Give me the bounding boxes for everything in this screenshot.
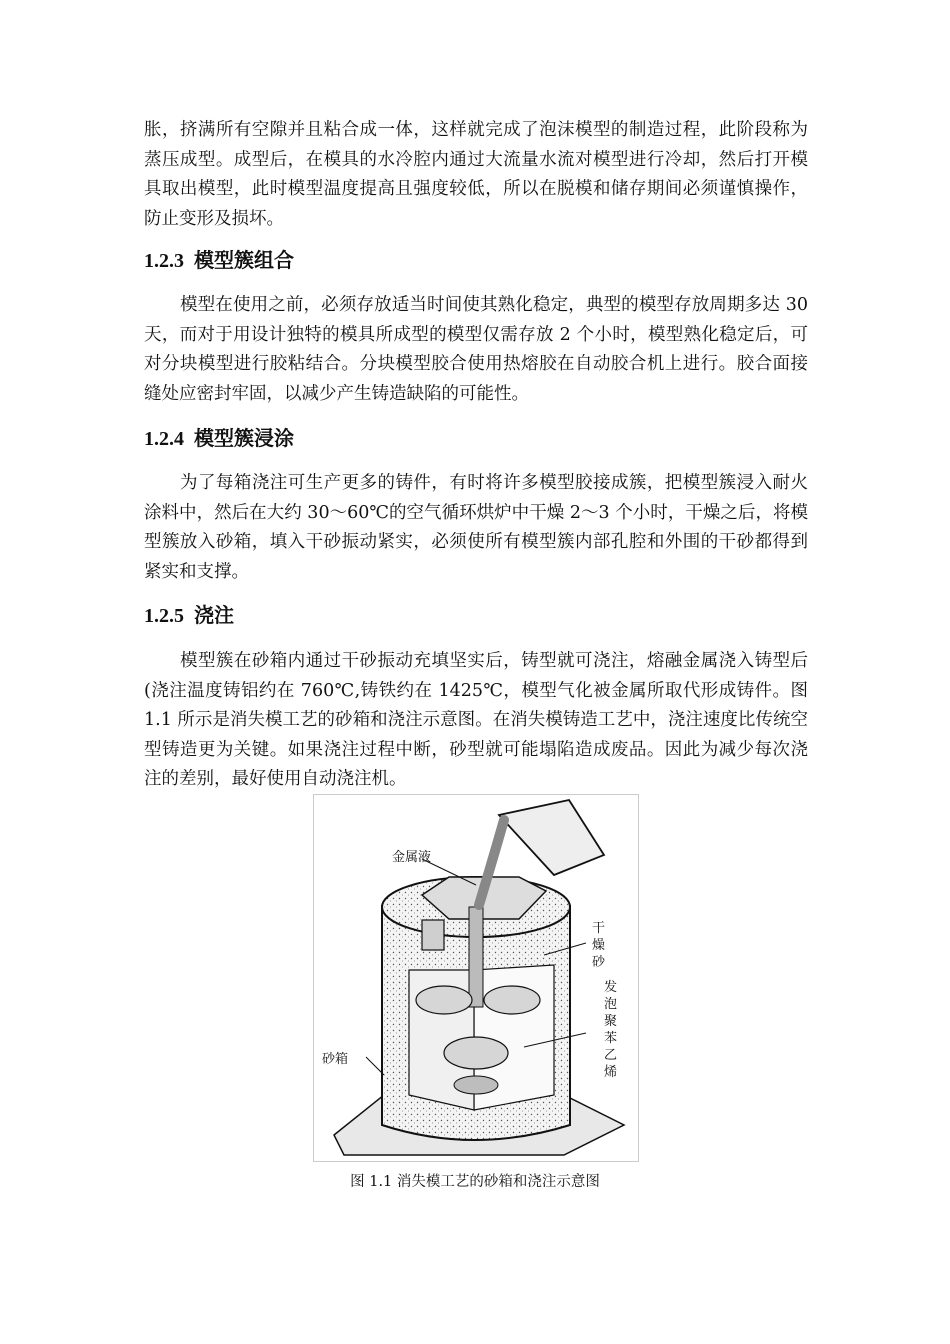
label-foam: 发 bbox=[604, 980, 618, 995]
paragraph-pouring: 模型簇在砂箱内通过干砂振动充填坚实后，铸型就可浇注，熔融金属浇入铸型后(浇注温度铸铝约在 760℃,铸铁约在 1425℃，模型气化被金属所取代形成铸件。图 1.1 所示是消失模工艺的砂箱和浇注示意图。在消失模铸造工艺中，浇注速度比传统空型铸造更为关键。如果浇注过程中断，砂型就可能塌陷造成废品。因此为减少每次浇注的差别，最好使用自动浇注机。 bbox=[144, 651, 808, 789]
section-number: 1.2.4 bbox=[144, 428, 184, 450]
section-title: 浇注 bbox=[194, 603, 234, 627]
label-foam: 烯 bbox=[604, 1065, 618, 1080]
label-foam: 乙 bbox=[604, 1048, 618, 1063]
figure-caption: 图 1.1 消失模工艺的砂箱和浇注示意图 bbox=[350, 1174, 600, 1190]
label-foam: 泡 bbox=[604, 997, 618, 1012]
label-sand-box: 砂箱 bbox=[322, 1052, 349, 1067]
label-dry-sand: 砂 bbox=[592, 955, 606, 970]
paragraph-cluster-assembly: 模型在使用之前，必须存放适当时间使其熟化稳定，典型的模型存放周期多达 30 天，而对于用设计独特的模具所成型的模型仅需存放 2 个小时，模型熟化稳定后，可对分块模型进行胶粘结合。分块模型胶合使用热熔胶在自动胶合机上进行。胶合面接缝处应密封牢固，以减少产生铸造缺陷的可能性。 bbox=[144, 295, 808, 404]
label-dry-sand: 干 bbox=[592, 921, 606, 936]
section-number: 1.2.5 bbox=[144, 605, 184, 627]
label-foam: 聚 bbox=[604, 1014, 618, 1029]
sprue bbox=[469, 907, 483, 1007]
sprue-block bbox=[422, 920, 444, 950]
label-foam: 苯 bbox=[604, 1031, 618, 1046]
label-metal: 金属液 bbox=[392, 850, 432, 865]
section-heading-1-2-3 bbox=[144, 244, 294, 273]
paragraph-intro: 胀，挤满所有空隙并且粘合成一体，这样就完成了泡沫模型的制造过程，此阶段称为蒸压成型。成型后，在模具的水冷腔内通过大流量水流对模型进行冷却，然后打开模具取出模型，此时模型温度提高且强度较低，所以在脱模和储存期间必须谨慎操作，防止变形及损坏。 bbox=[144, 120, 808, 229]
section-heading-1-2-5 bbox=[144, 599, 234, 628]
figure-sand-box-pouring bbox=[313, 794, 639, 1162]
section-number: 1.2.3 bbox=[144, 250, 184, 272]
section-heading-1-2-4 bbox=[144, 422, 294, 451]
paragraph-dip-coating: 为了每箱浇注可生产更多的铸件，有时将许多模型胶接成簇，把模型簇浸入耐火涂料中，然后在大约 30～60℃的空气循环烘炉中干燥 2～3 个小时，干燥之后，将模型簇放入砂箱，填入干砂振动紧实，必须使所有模型簇内部孔腔和外围的干砂都得到紧实和支撑。 bbox=[144, 473, 808, 582]
section-title: 模型簇组合 bbox=[194, 248, 294, 272]
label-dry-sand: 燥 bbox=[592, 938, 606, 953]
ladle bbox=[499, 800, 604, 875]
section-title: 模型簇浸涂 bbox=[194, 426, 294, 450]
figure-illustration bbox=[314, 795, 638, 1161]
